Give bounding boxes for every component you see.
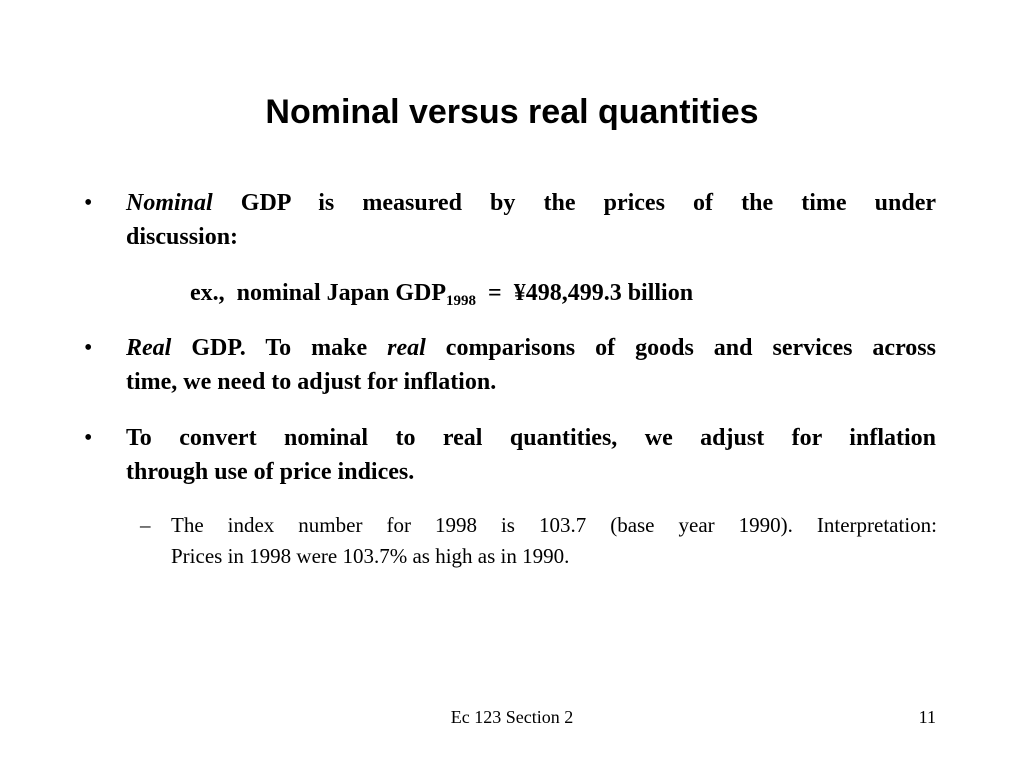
bullet-line	[126, 186, 936, 220]
example-line	[190, 276, 693, 310]
example-subscript: 1998	[446, 293, 477, 309]
bullet-text: To convert nominal to real quantities, we adjust for inflation	[126, 425, 936, 451]
bullet-text: comparisons of goods and services across	[425, 335, 936, 361]
footer-course: Ec 123 Section 2	[450, 707, 574, 727]
sub-bullet-text-continued: Prices in 1998 were 103.7% as high as in 1990.	[171, 544, 570, 568]
bullet-text: GDP is measured by the prices of the time under	[212, 190, 936, 216]
bullet-marker: •	[84, 190, 93, 216]
page-number: 11	[918, 707, 936, 727]
italic-term: Nominal	[126, 190, 213, 216]
italic-term: Real	[126, 335, 172, 361]
example-value: = ¥498,499.3 billion	[476, 280, 694, 306]
bullet-text: GDP. To make	[171, 335, 388, 361]
slide-title: Nominal versus real quantities	[265, 93, 759, 131]
bullet-nominal-gdp	[84, 186, 936, 254]
example-prefix: ex., nominal Japan GDP	[190, 280, 447, 306]
bullet-real-gdp	[84, 331, 936, 399]
bullet-line	[126, 331, 936, 365]
sub-bullet-index-number	[140, 510, 937, 572]
sub-bullet-marker: –	[140, 513, 151, 537]
bullet-marker: •	[84, 335, 93, 361]
sub-bullet-text: The index number for 1998 is 103.7 (base year 1990). Interpretation:	[171, 513, 937, 537]
italic-term: real	[387, 335, 426, 361]
bullet-text-continued: discussion:	[126, 224, 239, 250]
bullet-convert	[84, 421, 936, 489]
bullet-text-continued: time, we need to adjust for inflation.	[126, 369, 497, 395]
bullet-text-continued: through use of price indices.	[126, 459, 415, 485]
bullet-marker: •	[84, 425, 93, 451]
